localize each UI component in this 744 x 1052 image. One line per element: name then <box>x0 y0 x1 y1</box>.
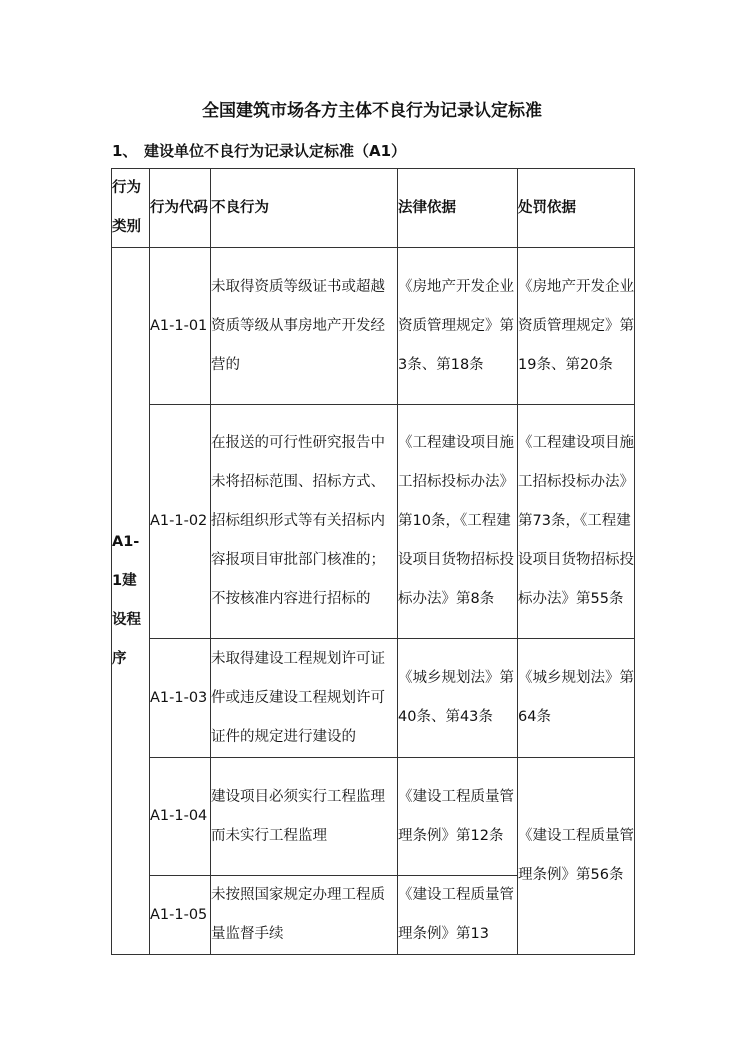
code-cell: A1-1-01 <box>150 248 211 405</box>
legal-basis-cell: 《房地产开发企业资质管理规定》第3条、第18条 <box>398 248 518 405</box>
document-title: 全国建筑市场各方主体不良行为记录认定标准 <box>202 101 542 121</box>
legal-basis-cell: 《城乡规划法》第40条、第43条 <box>398 639 518 758</box>
legal-basis-text: 《建设工程质量管理条例》第13 <box>398 887 514 942</box>
penalty-basis-cell: 《工程建设项目施工招标投标办法》第73条，《工程建设项目货物招标投标办法》第55条 <box>518 405 635 639</box>
header-category: 行为类别 <box>112 169 150 248</box>
table-header-row <box>112 169 635 248</box>
section-title: 建设单位不良行为记录认定标准（A1） <box>144 142 407 160</box>
penalty-basis-cell: 《房地产开发企业资质管理规定》第19条、第20条 <box>518 248 635 405</box>
header-penalty-basis: 处罚依据 <box>518 169 635 248</box>
code-cell: A1-1-02 <box>150 405 211 639</box>
section-heading <box>112 140 406 161</box>
table-row <box>112 639 635 758</box>
code-cell: A1-1-05 <box>150 876 211 955</box>
behavior-cell: 建设项目必须实行工程监理而未实行工程监理 <box>211 758 398 876</box>
header-behavior: 不良行为 <box>211 169 398 248</box>
legal-basis-cell: 《建设工程质量管理条例》第12条 <box>398 758 518 876</box>
table-row <box>112 405 635 639</box>
penalty-basis-cell: 《建设工程质量管理条例》第56条 <box>518 758 635 955</box>
header-code: 行为代码 <box>150 169 211 248</box>
header-legal-basis: 法律依据 <box>398 169 518 248</box>
behavior-cell: 未按照国家规定办理工程质量监督手续 <box>211 876 398 955</box>
section-number: 1、 <box>112 142 138 160</box>
legal-basis-cell <box>398 876 518 955</box>
table-row <box>112 248 635 405</box>
category-cell: A1-1建设程序 <box>112 248 150 955</box>
behavior-cell: 未取得资质等级证书或超越资质等级从事房地产开发经营的 <box>211 248 398 405</box>
standards-table <box>111 168 635 955</box>
code-cell: A1-1-04 <box>150 758 211 876</box>
legal-basis-cell: 《工程建设项目施工招标投标办法》第10条，《工程建设项目货物招标投标办法》第8条 <box>398 405 518 639</box>
behavior-cell: 未取得建设工程规划许可证件或违反建设工程规划许可证件的规定进行建设的 <box>211 639 398 758</box>
behavior-cell: 在报送的可行性研究报告中未将招标范围、招标方式、招标组织形式等有关招标内容报项目审批部门核准的；不按核准内容进行招标的 <box>211 405 398 639</box>
table-row <box>112 758 635 876</box>
penalty-basis-cell: 《城乡规划法》第64条 <box>518 639 635 758</box>
code-cell: A1-1-03 <box>150 639 211 758</box>
